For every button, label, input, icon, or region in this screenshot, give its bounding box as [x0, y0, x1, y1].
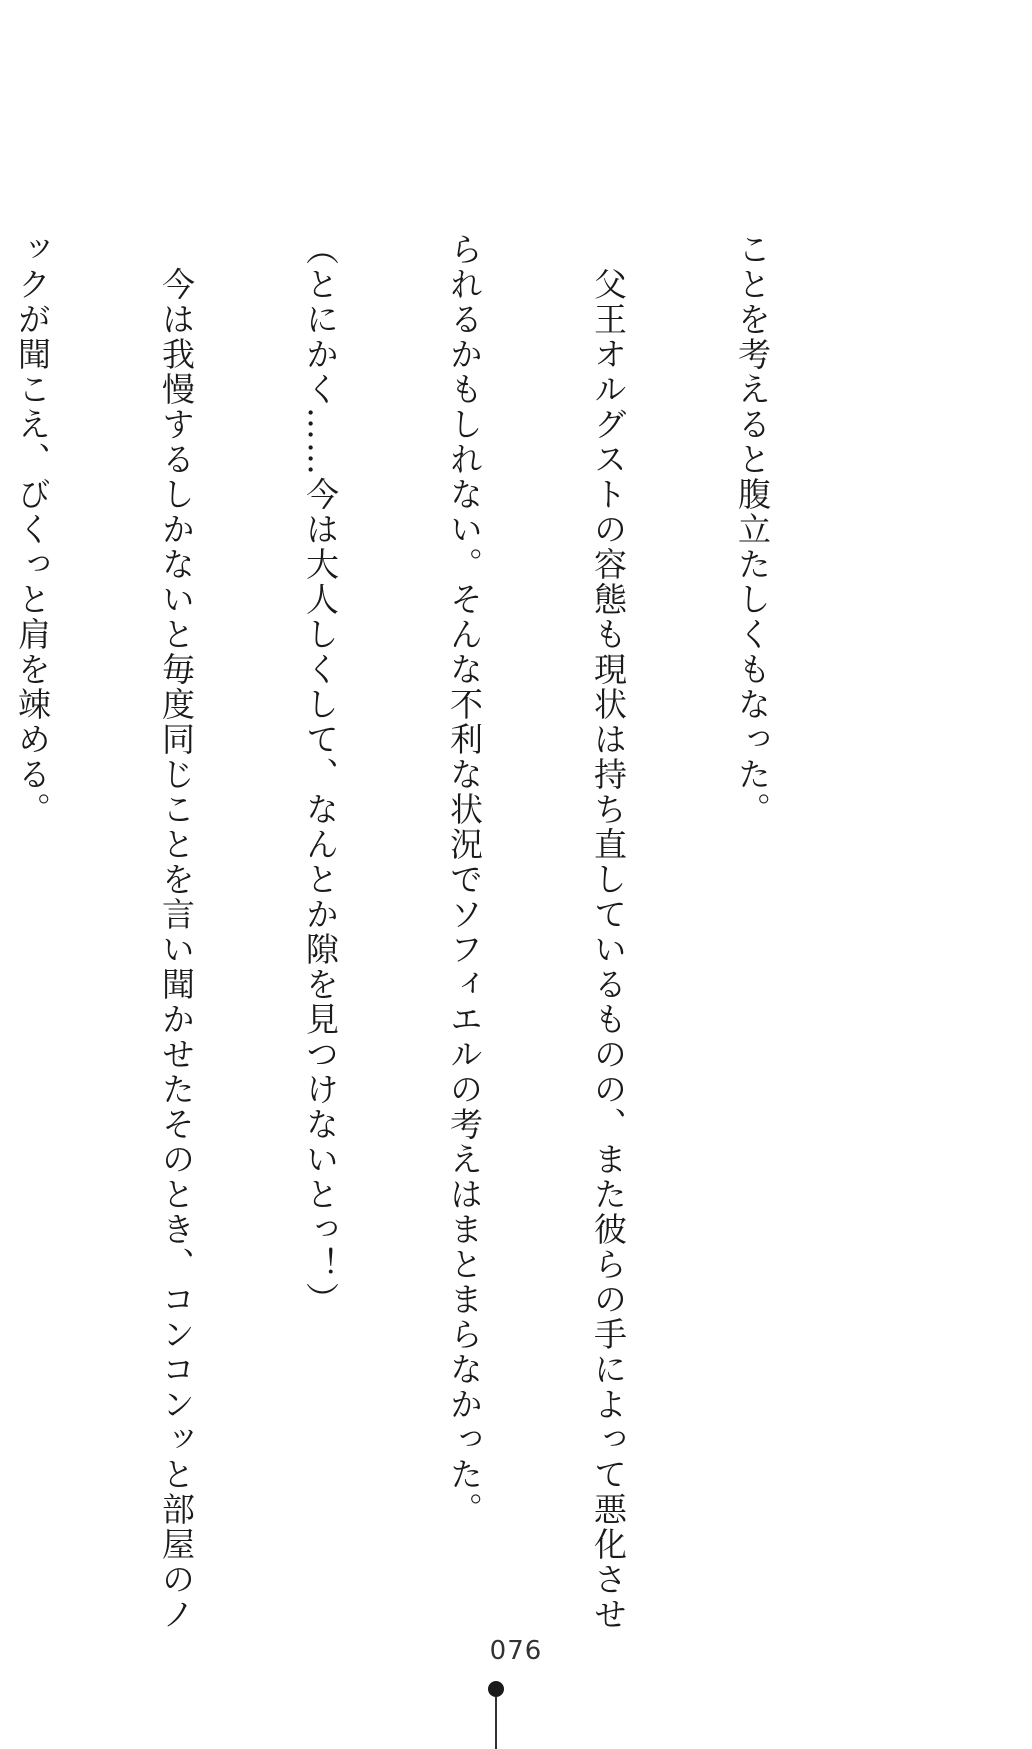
text-line: ックが聞こえ、びくっと肩を竦める。 — [13, 232, 52, 827]
vertical-text-body — [0, 232, 872, 1632]
folio-line — [495, 1697, 497, 1749]
text-line: ことを考えると腹立たしくもなった。 — [733, 232, 772, 827]
text-line: 今は我慢するしかないと毎度同じことを言い聞かせたそのとき、コンコンッと部屋のノ — [157, 232, 196, 1632]
text-line: 父王オルグストの容態も現状は持ち直しているものの、また彼らの手によって悪化させ — [589, 232, 628, 1632]
page-number: 076 — [489, 1636, 543, 1666]
folio-dot-icon — [488, 1681, 504, 1697]
text-line: られるかもしれない。そんな不利な状況でソフィエルの考えはまとまらなかった。 — [445, 232, 484, 1527]
text-line: （とにかく……今は大人しくして、なんとか隙を見つけないとっ！） — [301, 232, 340, 1317]
